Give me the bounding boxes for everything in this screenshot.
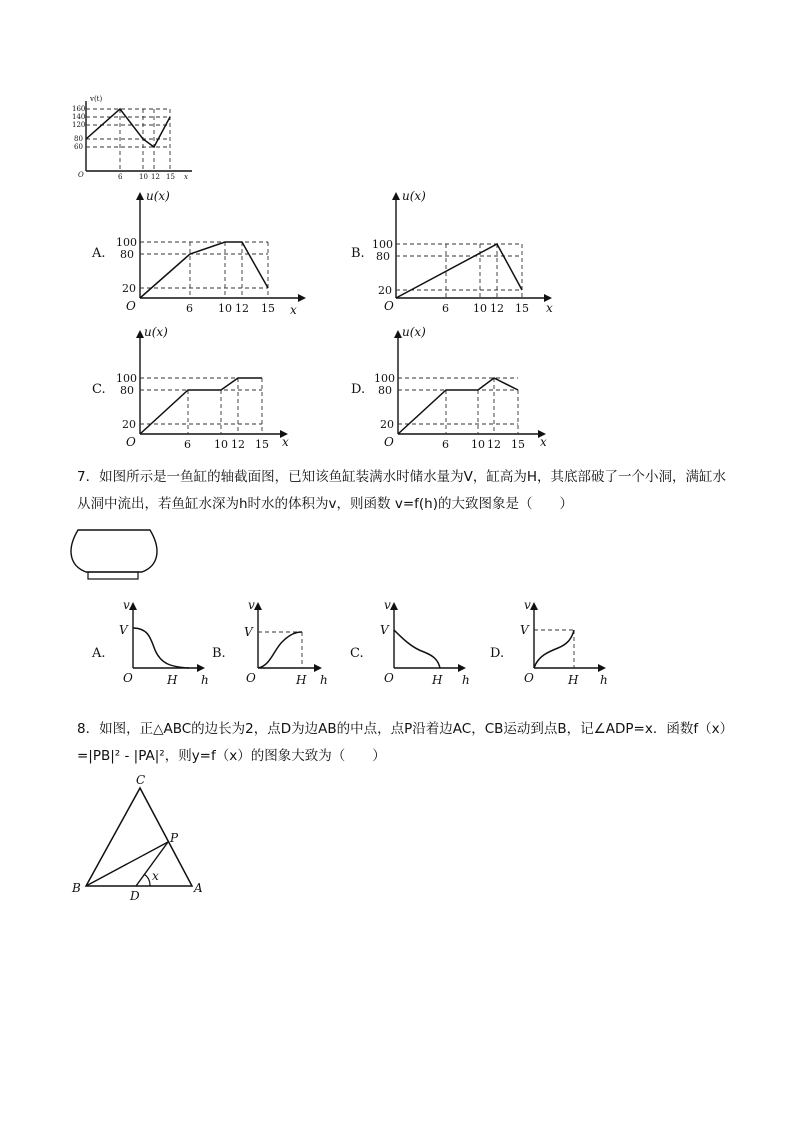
q6-c-xlabel: x — [282, 435, 289, 449]
q7-option-a-letter[interactable]: A. — [92, 646, 106, 661]
q6-b-origin: O — [384, 299, 394, 313]
q6-a-ytick-100: 100 — [116, 236, 137, 249]
top-graph — [70, 95, 210, 185]
q6-a-xlabel: x — [290, 303, 297, 317]
q7-d-origin: O — [524, 671, 534, 685]
q6-a-ytick-80: 80 — [120, 248, 134, 261]
q7-b-hlabel: H — [296, 673, 307, 687]
q7-d-xlabel: h — [600, 673, 608, 687]
q6-b-ytick-20: 20 — [378, 284, 392, 297]
q6-d-xtick-6: 6 — [442, 438, 449, 451]
q7-option-b-letter[interactable]: B. — [212, 646, 226, 661]
top-ytick-60: 60 — [74, 143, 83, 151]
q6-a-ylabel: u(x) — [146, 189, 170, 203]
label-c: C — [136, 773, 146, 787]
top-graph-curve — [86, 109, 170, 147]
q7-b-origin: O — [246, 671, 256, 685]
q7-b-ylabel: v — [248, 598, 255, 612]
q7-a-xlabel: h — [201, 673, 209, 687]
q6-a-xtick-12: 12 — [235, 302, 249, 315]
q6-option-a-letter[interactable]: A. — [92, 246, 106, 261]
top-xtick-10: 10 — [139, 173, 148, 181]
label-b: B — [72, 881, 81, 895]
q7-a-ylabel: v — [123, 598, 130, 612]
q7-c-xlabel: h — [462, 673, 470, 687]
q7-d-ylabel: v — [524, 598, 531, 612]
top-xtick-15: 15 — [166, 173, 175, 181]
q6-c-xtick-6: 6 — [184, 438, 191, 451]
q6-option-c-letter[interactable]: C. — [92, 382, 106, 397]
q7-option-b-graph[interactable] — [240, 598, 340, 688]
q6-c-origin: O — [126, 435, 136, 449]
q6-option-a-graph[interactable] — [116, 189, 310, 320]
q6-d-origin: O — [384, 435, 394, 449]
q6-d-curve — [398, 378, 518, 434]
q6-option-d-graph[interactable] — [374, 325, 568, 453]
fish-tank-figure — [74, 526, 164, 586]
q6-d-ytick-20: 20 — [380, 418, 394, 431]
q6-d-xtick-12: 12 — [487, 438, 501, 451]
q7-c-origin: O — [384, 671, 394, 685]
q7-option-a-graph[interactable] — [115, 598, 215, 688]
top-ytick-140: 140 — [72, 113, 86, 121]
q7-option-c-letter[interactable]: C. — [350, 646, 364, 661]
q6-c-ytick-20: 20 — [122, 418, 136, 431]
q6-b-xlabel: x — [546, 301, 553, 315]
q6-d-xtick-10: 10 — [471, 438, 485, 451]
q6-option-d-letter[interactable]: D. — [351, 382, 366, 397]
angle-x-arc — [144, 874, 150, 886]
label-p: P — [170, 831, 179, 845]
q6-option-c-graph[interactable] — [116, 325, 310, 453]
q6-c-ytick-80: 80 — [120, 384, 134, 397]
q6-d-xtick-15: 15 — [511, 438, 525, 451]
q7-d-vlabel: V — [520, 623, 529, 637]
q6-b-ytick-100: 100 — [372, 238, 393, 251]
q6-b-xtick-12: 12 — [490, 302, 504, 315]
top-ytick-160: 160 — [72, 105, 86, 113]
q6-d-ytick-80: 80 — [378, 384, 392, 397]
q6-b-xtick-10: 10 — [473, 302, 487, 315]
q6-d-ytick-100: 100 — [374, 372, 395, 385]
q7-text: 7．如图所示是一鱼缸的轴截面图，已知该鱼缸装满水时储水量为V，缸高为H，其底部破了一个小洞，满缸水从洞中流出，若鱼缸水深为h时水的体积为v，则函数 v=f(h)的大致图象是（ ） — [77, 469, 726, 512]
q6-d-xlabel: x — [540, 435, 547, 449]
q6-b-ylabel: u(x) — [402, 189, 426, 203]
q7-c-ylabel: v — [384, 598, 391, 612]
q6-b-xtick-6: 6 — [442, 302, 449, 315]
q7-b-vlabel: V — [244, 625, 253, 639]
top-xtick-6: 6 — [118, 173, 123, 181]
q7-b-xlabel: h — [320, 673, 328, 687]
q7-a-hlabel: H — [167, 673, 178, 687]
q6-b-ytick-80: 80 — [376, 250, 390, 263]
q6-a-origin: O — [126, 299, 136, 313]
top-ytick-80: 80 — [74, 135, 83, 143]
q6-option-b-graph[interactable] — [372, 189, 566, 320]
q6-c-xtick-15: 15 — [255, 438, 269, 451]
q6-d-ylabel: u(x) — [402, 325, 426, 339]
q6-option-b-letter[interactable]: B. — [351, 246, 365, 261]
q6-c-curve — [140, 378, 262, 434]
top-origin: O — [78, 171, 84, 179]
q7-c-curve — [394, 630, 440, 668]
q7-c-vlabel: V — [380, 623, 389, 637]
top-xtick-12: 12 — [151, 173, 160, 181]
q6-a-xtick-15: 15 — [261, 302, 275, 315]
q7-a-origin: O — [123, 671, 133, 685]
q7-option-d-letter[interactable]: D. — [490, 646, 505, 661]
q7-c-hlabel: H — [432, 673, 443, 687]
q6-c-ytick-100: 100 — [116, 372, 137, 385]
label-x: x — [152, 869, 159, 883]
top-xlabel: x — [184, 173, 188, 181]
label-d: D — [130, 889, 140, 903]
q7-option-d-graph[interactable] — [516, 598, 616, 688]
q7-d-hlabel: H — [568, 673, 579, 687]
q6-a-xtick-10: 10 — [218, 302, 232, 315]
q7-d-curve — [534, 630, 574, 668]
q6-a-xtick-6: 6 — [186, 302, 193, 315]
q6-a-ytick-20: 20 — [122, 282, 136, 295]
q7-a-vlabel: V — [119, 623, 128, 637]
q7-b-curve — [258, 632, 302, 668]
top-ytick-120: 120 — [72, 121, 86, 129]
q6-b-xtick-15: 15 — [515, 302, 529, 315]
triangle-figure — [66, 770, 226, 903]
q6-c-xtick-10: 10 — [214, 438, 228, 451]
label-a: A — [194, 881, 203, 895]
q7-option-c-graph[interactable] — [376, 598, 476, 688]
q8-text: 8．如图，正△ABC的边长为2，点D为边AB的中点，点P沿着边AC，CB运动到点B，记∠ADP=x．函数f（x）=|PB|² - |PA|²，则y=f（x）的图象大致为（ ） — [77, 721, 734, 764]
q6-a-curve — [140, 242, 268, 298]
top-graph-ylabel: v(t) — [90, 95, 103, 103]
q7-a-curve — [133, 628, 189, 668]
q6-c-xtick-12: 12 — [231, 438, 245, 451]
q6-c-ylabel: u(x) — [144, 325, 168, 339]
